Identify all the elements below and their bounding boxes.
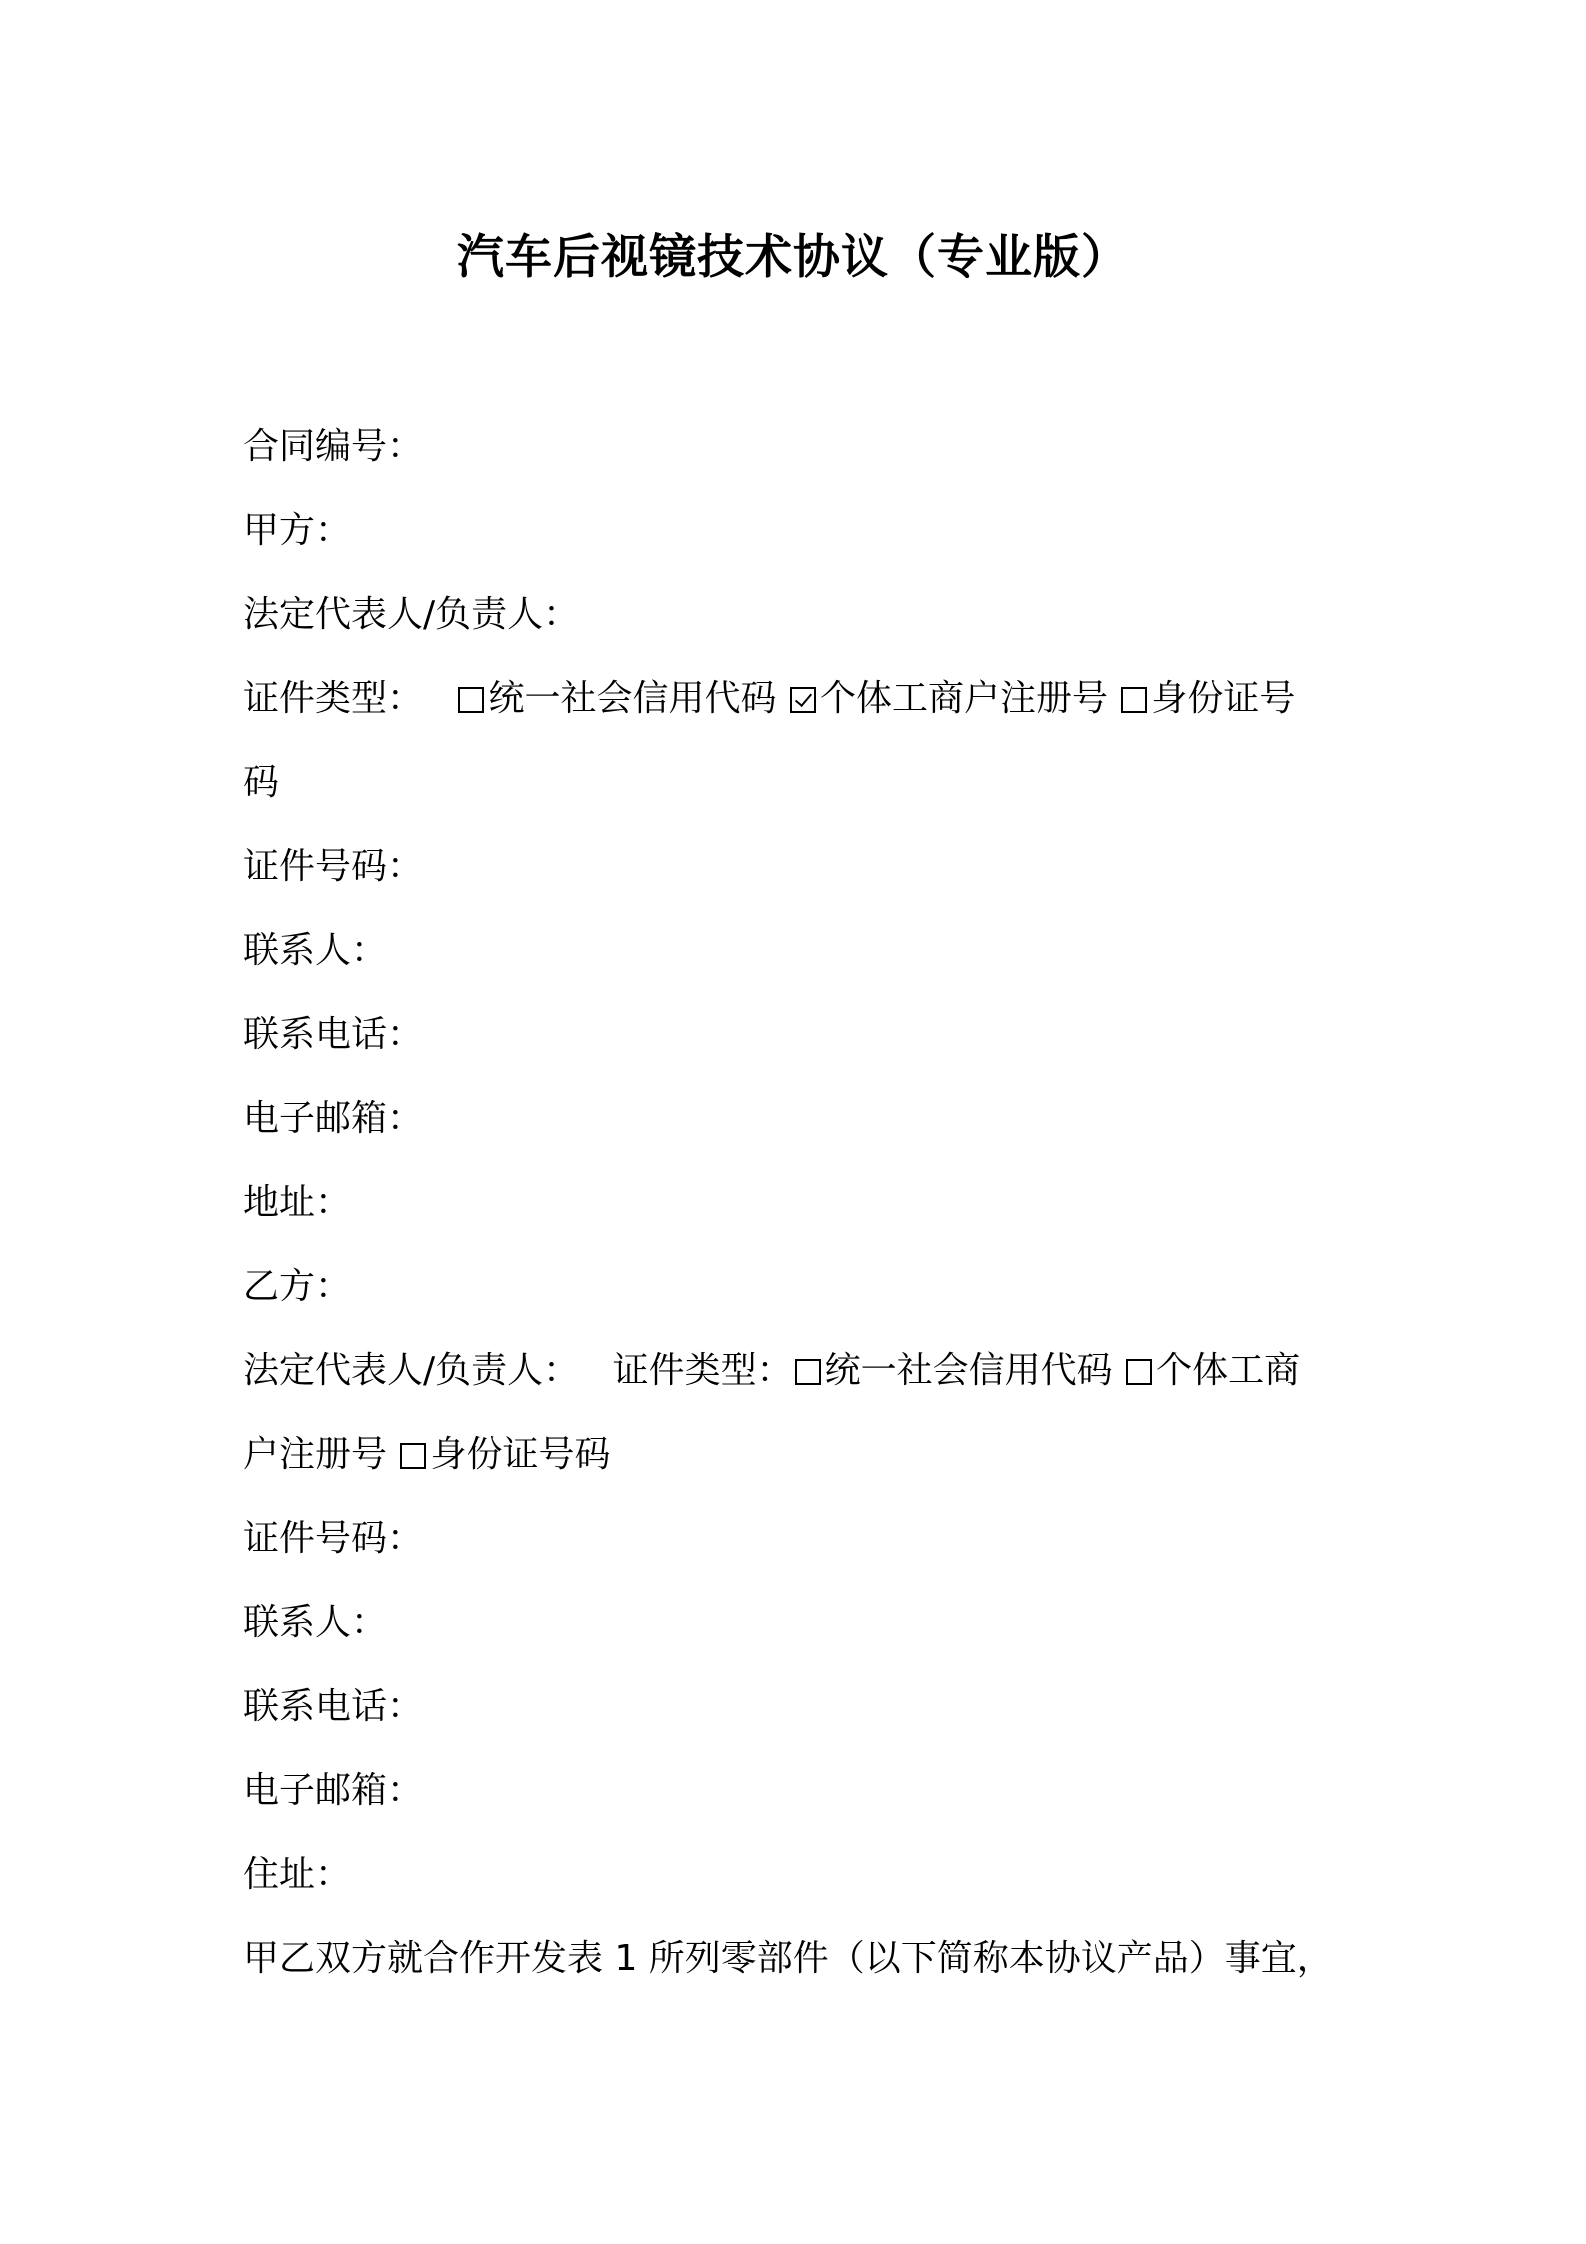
party-a-contact-label: 联系人： xyxy=(243,930,388,971)
party-a-email-label: 电子邮箱： xyxy=(243,1098,424,1139)
party-b-id-type-row-2 xyxy=(243,1413,1353,1497)
party-a-phone-label: 联系电话： xyxy=(243,1014,424,1055)
party-a-id-type-label: 证件类型： xyxy=(243,678,424,719)
contract-number-label: 合同编号： xyxy=(243,426,424,467)
party-b-id-type-label: 证件类型： xyxy=(612,1350,793,1391)
party-a-checkbox-id-card[interactable] xyxy=(1121,687,1147,713)
party-a-id-type-row xyxy=(243,657,1353,741)
party-b-phone-label: 联系电话： xyxy=(243,1686,424,1727)
party-a-option-credit-code: 统一社会信用代码 xyxy=(488,678,777,719)
party-a-checkbox-credit-code[interactable] xyxy=(458,687,484,713)
party-b-contact-label: 联系人： xyxy=(243,1602,388,1643)
party-a-legal-rep-label: 法定代表人/负责人： xyxy=(243,594,580,635)
intro-paragraph: 甲乙双方就合作开发表 1 所列零部件（以下简称本协议产品）事宜， xyxy=(243,1938,1333,1979)
party-a-checkbox-business-reg[interactable] xyxy=(790,687,816,713)
party-a-address-label: 地址： xyxy=(243,1182,352,1223)
document-title: 汽车后视镜技术协议（专业版） xyxy=(457,230,1129,285)
party-b-checkbox-credit-code[interactable] xyxy=(795,1359,821,1385)
party-b-id-number-label: 证件号码： xyxy=(243,1518,424,1559)
party-b-option-credit-code: 统一社会信用代码 xyxy=(824,1350,1113,1391)
party-b-checkbox-id-card[interactable] xyxy=(400,1443,426,1469)
party-a-id-number-label: 证件号码： xyxy=(243,846,424,887)
party-b-legal-rep-row xyxy=(243,1329,1353,1413)
document-body xyxy=(243,405,1353,2001)
party-a-label: 甲方： xyxy=(243,510,352,551)
party-b-legal-rep-label: 法定代表人/负责人： xyxy=(243,1350,580,1391)
party-b-address-label: 住址： xyxy=(243,1854,352,1895)
party-b-option-business-reg: 个体工商 xyxy=(1156,1350,1301,1391)
party-a-id-type-wrap: 码 xyxy=(243,762,280,803)
party-b-checkbox-business-reg[interactable] xyxy=(1126,1359,1152,1385)
party-a-option-business-reg: 个体工商户注册号 xyxy=(819,678,1108,719)
party-b-option-id-card: 身份证号码 xyxy=(430,1434,611,1475)
party-b-email-label: 电子邮箱： xyxy=(243,1770,424,1811)
party-b-label: 乙方： xyxy=(243,1266,352,1307)
party-b-option-business-reg-wrap: 户注册号 xyxy=(243,1434,388,1475)
party-a-option-id-card: 身份证号 xyxy=(1151,678,1296,719)
